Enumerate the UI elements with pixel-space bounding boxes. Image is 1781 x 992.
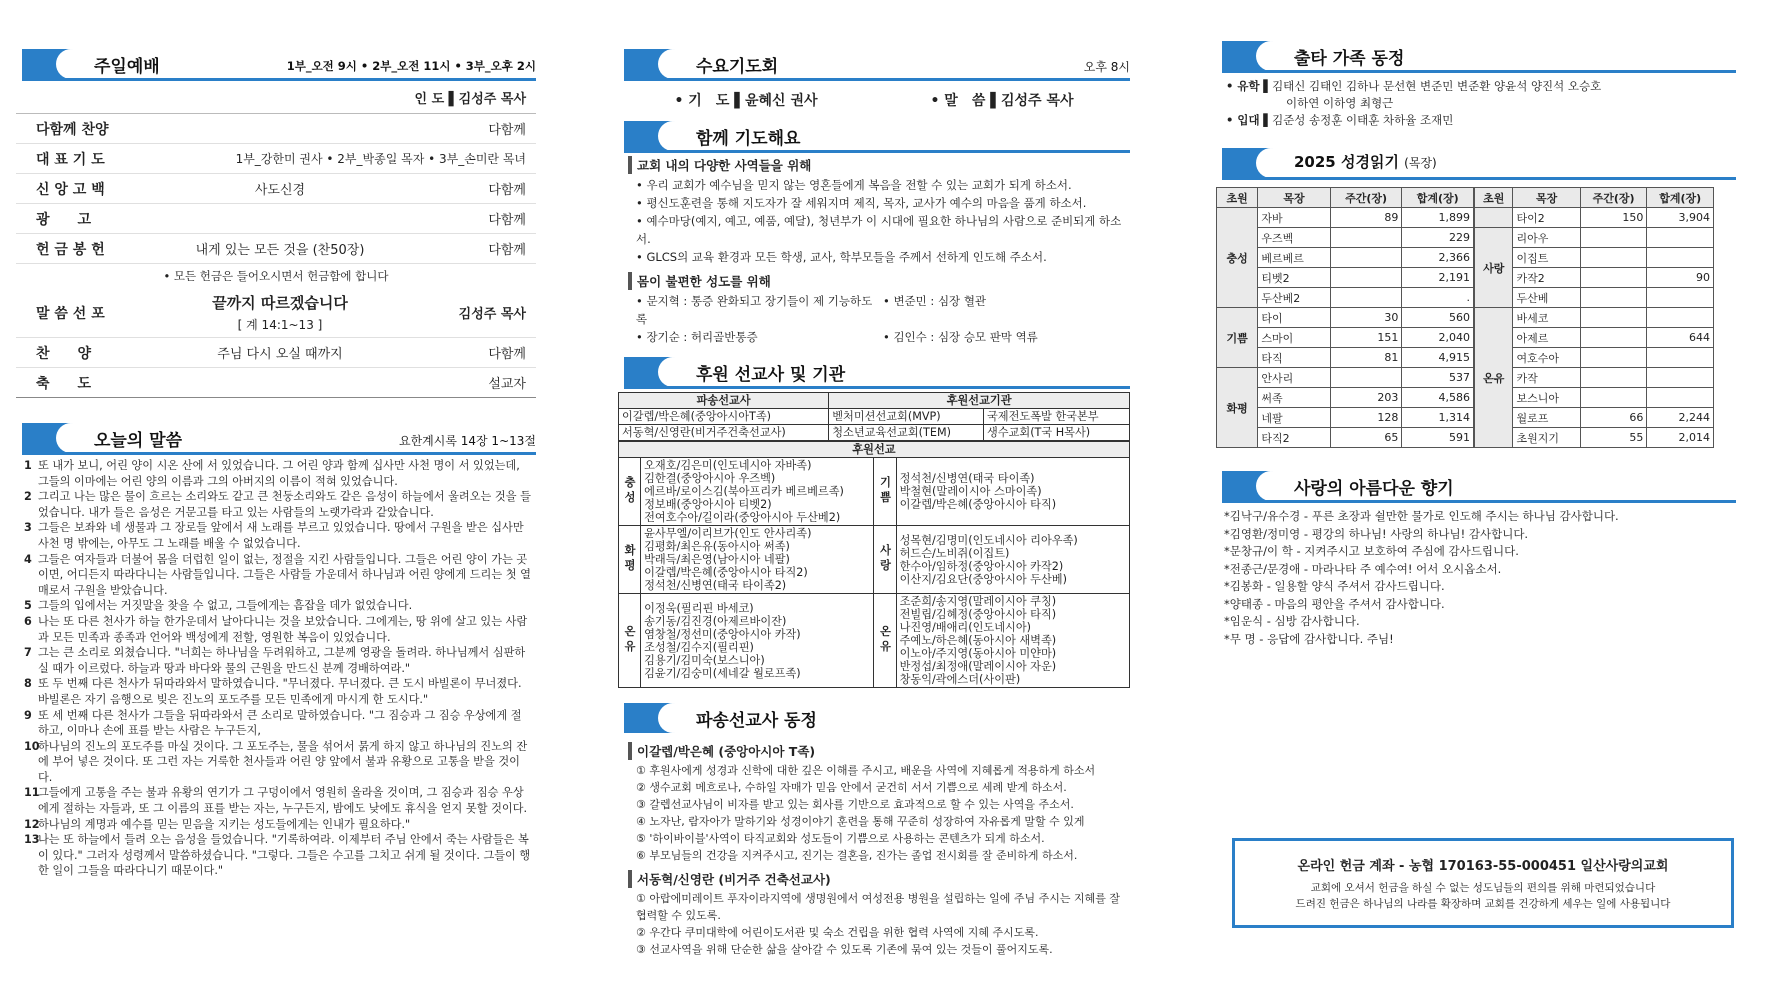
missionary: 김윤기/김숭미(세네갈 월로프족) <box>644 666 801 680</box>
verse: 2 그리고 나는 많은 물이 흐르는 소리와도 같고 큰 천둥소리와도 같은 음성이 하늘에서 울려오는 것을 들었습니다. 내가 들은 음성은 거문고를 타고 있는 사람들의 노랫가락과 같았습니다. <box>24 490 531 519</box>
mission-header: 후원 선교사 및 기관 <box>618 352 1130 386</box>
pray-h1: 교회 내의 다양한 사역들을 위해 <box>628 156 1130 174</box>
order-row: 다함께 찬양 다함께 <box>16 114 536 144</box>
missionary: 조성철/김수지(필리핀) <box>644 640 754 654</box>
wed-word: • 말 씀 ▌김성주 목사 <box>930 93 1074 109</box>
word-header: 오늘의 말씀 요한계시록 14장 1~13절 <box>16 418 536 452</box>
table-row: 온유 바세코 <box>1475 308 1714 328</box>
news-p2: 서동혁/신영란 (비거주 건축선교사) <box>628 870 1130 888</box>
news-item: ① 후원사에게 성경과 신학에 대한 깊은 이해를 주시고, 배운을 사역에 지혜롭게 적용하게 하소서 <box>636 764 1096 777</box>
verse: 10 하나님의 진노의 포도주를 마실 것이다. 그 포도주는, 물을 섞어서 묽게 하지 않고 하나님의 진노의 잔에 부어 넣은 것이다. 또 그런 자는 거룩한 천사들과 어린 양 앞에서 불과 유황으로 고통을 받을 것이다. <box>24 739 528 784</box>
missionary: 박래득/최은영(남아시아 네팔) <box>644 553 790 566</box>
verse: 3 그들은 보좌와 네 생물과 그 장로들 앞에서 새 노래를 부르고 있었습니다. 땅에서 구원을 받은 십사만 사천 명 밖에는, 아무도 그 노래를 배울 수 없었습니다. <box>24 521 524 550</box>
order-row: 대 표 기 도 1부_강한미 권사 • 2부_박종일 목자 • 3부_손미란 목녀 <box>16 144 536 174</box>
table-row: 보스니아 <box>1475 388 1714 408</box>
table-row: 사랑 리아우 <box>1475 228 1714 248</box>
news-item: ③ 갈렙선교사님이 비자를 받고 있는 회사를 기반으로 효과적으로 할 수 있는 사역을 주소서. <box>636 798 1074 811</box>
service-times: 1부_오전 9시 • 2부_오전 11시 • 3부_오후 2시 <box>286 59 536 73</box>
support-table: 후원선교 충성 오재호/김은미(인도네시아 자바족) 김한결(중앙아시아 우즈벡) 에르바/로이스김(북아프리카 베르베르족) 정보배(중앙아시아 티벳2) 전여호수아/길이라(중앙아시아 두산베2) 기쁨 정석천/신병연(태국 타이족) 박철현(말레이시아 스마이족) 이갈렙/박은혜(중앙아시아 타직) 화평 윤사무엘/이리브가(인도 안사리족) 김평화/최은유(동아시아 써족) 박래득/최은영(남아시아 네팔) 이갈렙/박은혜(중앙아시아 타직2) 정석천/신병연(태국 타이족2) 사랑 성목현/김명미(인도네시아 리아우족) 허드슨/노비쥐(이집트) 한수아/임하정(중앙아시아 카작2) 이산지/김요단(중앙아시아 두산베) 온유 이정욱(필리핀 바세코) 송기동/김진경(아제르바이잔) 염창철/정선미(중앙아시아 카작) 조성철/김수지(필리핀) 김용기/김미숙(보스니아) 김윤기/김숭미(세네갈 월로프족) 온유 조준희/송지영(말레이시아 쿠칭) 전빌립/김혜정(중앙아시아 타직) 나진영/배애리(인도네시아) 주예노/하은혜(동아시아 새벽족) 이노아/주지영(동아시아 미얀마) 반정섭/최정애(말레이시아 자운) 창동익/곽에스더(사이판) <box>618 441 1130 688</box>
news-header: 파송선교사 동정 <box>618 698 1130 732</box>
verse: 5 그들의 입에서는 거짓말을 찾을 수 없고, 그들에게는 흠잡을 데가 없었습니다. <box>24 599 413 613</box>
table-row: 두산베 <box>1475 288 1714 308</box>
table-row: 카작 <box>1475 368 1714 388</box>
missionary: 한수아/임하정(중앙아시아 카작2) <box>899 559 1064 573</box>
wed-header: 수요기도회 오후 8시 <box>618 44 1130 78</box>
verse: 7 그는 큰 소리로 외쳤습니다. "너희는 하나님을 두려워하고, 그분께 영광을 돌려라. 하나님께서 심판하실 때가 이르렀다. 하늘과 땅과 바다와 물의 근원을 만드신 분께 경배하여라." <box>24 646 526 675</box>
table-row: 우즈벡 229 <box>1217 228 1474 248</box>
table-row: 타이2 150 3,904 <box>1475 208 1714 228</box>
missionary: 이갈렙/박은혜(중앙아시아 타직) <box>899 498 1057 511</box>
prayer-item: • 장기순 : 허리골반통증 <box>636 330 758 344</box>
scent-list <box>1216 500 1736 648</box>
thanks-item: *양태종 - 마음의 평안을 주셔서 감사합니다. <box>1224 596 1445 611</box>
table-row: 써족 203 4,586 <box>1217 388 1474 408</box>
table-header: 초원 목장 주간(장) 합계(장) <box>1217 188 1474 208</box>
offering-note: • 모든 헌금은 들어오시면서 헌금함에 합니다 <box>163 269 389 283</box>
verse: 13 나는 또 하늘에서 들려 오는 음성을 들었습니다. "기록하여라. 이제부터 주님 안에서 죽는 사람들은 복이 있다." 그러자 성령께서 말씀하셨습니다. "그렇다. 그들은 수고를 그치고 쉬게 될 것이다. 그들이 행한 일이 그들을 따라다니기 때문이다." <box>24 833 531 878</box>
order-row: 광 고 다함께 <box>16 204 536 234</box>
missionary: 송기동/김진경(아제르바이잔) <box>644 614 787 628</box>
bible-table-right <box>1474 187 1714 448</box>
missionary: 창동익/곽에스더(사이판) <box>899 673 1021 686</box>
missionary: 반정섭/최정애(말레이시아 자운) <box>899 660 1057 673</box>
missionary: 이갈렙/박은혜(중앙아시아 타직2) <box>644 566 808 579</box>
missionary: 김한결(중앙아시아 우즈벡) <box>644 472 776 485</box>
verse: 11 그들에게 고통을 주는 불과 유황의 연기가 그 구덩이에서 영원히 올라올 것이며, 그 짐승과 짐승 우상에게 절하는 자들과, 또 그 이름의 표를 받는 자는, 누구든지, 밤에도 낮에도 휴식을 얻지 못할 것이다. <box>24 786 528 816</box>
pray-h2: 몸이 불편한 성도를 위해 <box>628 272 1130 290</box>
table-row: 아제르 644 <box>1475 328 1714 348</box>
news-item: ② 생수교회 메흐로나, 수하일 자매가 믿음 안에서 굳건히 서서 기쁨으로 세례 받게 하소서. <box>636 781 1067 794</box>
thanks-item: *김봉화 - 일용할 양식 주셔서 감사드립니다. <box>1224 579 1445 593</box>
verse: 1 또 내가 보니, 어린 양이 시온 산에 서 있었습니다. 그 어린 양과 함께 십사만 사천 명이 서 있었는데, 그들의 이마에는 어린 양의 이름과 그의 아버지의 이름이 적혀 있었습니다. <box>24 459 520 488</box>
table-header: 초원 목장 주간(장) 합계(장) <box>1475 188 1714 208</box>
missionary: 정석천/신병연(태국 타이족2) <box>644 579 787 592</box>
support-row: 충성 오재호/김은미(인도네시아 자바족) 김한결(중앙아시아 우즈벡) 에르바/로이스김(북아프리카 베르베르족) 정보배(중앙아시아 티벳2) 전여호수아/길이라(중앙아시아 두산베2) 기쁨 정석천/신병연(태국 타이족) 박철현(말레이시아 스마이족) 이갈렙/박은혜(중앙아시아 타직) <box>619 458 1130 526</box>
missionary: 정석천/신병연(태국 타이족) <box>899 472 1035 485</box>
missionary: 나진영/배애리(인도네시아) <box>899 621 1031 634</box>
table-row: 네팔 128 1,314 <box>1217 408 1474 428</box>
table-row: 타직2 65 591 <box>1217 428 1474 448</box>
pray-list-2 <box>618 292 1130 346</box>
family-list: • 유학 ▌김태신 김태인 김하나 문선현 변준민 변준환 양윤석 양진석 오승호 이하연 이하영 최형근 • 입대 ▌김준성 송정훈 이태훈 차하율 조재민 <box>1226 79 1602 127</box>
order-row: 신 앙 고 백 사도신경 다함께 <box>16 174 536 204</box>
thanks-item: *임운식 - 심방 감사합니다. <box>1224 614 1360 628</box>
table-row: 카작2 90 <box>1475 268 1714 288</box>
news-item: ⑥ 부모님들의 건강을 지켜주시고, 진기는 결혼을, 진가는 졸업 전시회를 잘 준비하게 하소서. <box>636 849 1078 862</box>
account-title: 온라인 헌금 계좌 - 농협 170163-55-000451 일산사랑의교회 <box>1297 859 1669 874</box>
missionary: 오재호/김은미(인도네시아 자바족) <box>644 459 812 472</box>
order-row: 축 도 설교자 <box>16 368 536 398</box>
table-row: 여호수아 <box>1475 348 1714 368</box>
thanks-item: *김낙구/유수경 - 푸른 초장과 쉴만한 물가로 인도해 주시는 하나님 감사합니다. <box>1224 509 1619 523</box>
table-row: 기쁨 타이 30 560 <box>1217 308 1474 328</box>
table-row: 티벳2 2,191 <box>1217 268 1474 288</box>
sunday-header <box>16 44 536 78</box>
verse: 4 그들은 여자들과 더불어 몸을 더럽힌 일이 없는, 정절을 지킨 사람들입니다. 그들은 어린 양이 가는 곳이면, 어디든지 따라다니는 사람들입니다. 그들은 사람들 가운데서 하나님과 어린 양에게 드리는 첫 열매로서 구원을 받았습니다. <box>24 552 531 597</box>
table-row: 초원지기 55 2,014 <box>1475 428 1714 448</box>
thanks-item: *무 명 - 응답에 감사합니다. 주님! <box>1224 631 1394 646</box>
support-row: 화평 윤사무엘/이리브가(인도 안사리족) 김평화/최은유(동아시아 써족) 박래득/최은영(남아시아 네팔) 이갈렙/박은혜(중앙아시아 타직2) 정석천/신병연(태국 타이족2) 사랑 성목현/김명미(인도네시아 리아우족) 허드슨/노비쥐(이집트) 한수아/임하정(중앙아시아 카작2) 이산지/김요단(중앙아시아 두산베) <box>619 526 1130 594</box>
missionary: 김용기/김미숙(보스니아) <box>644 653 765 667</box>
leader: 인 도 ▌김성주 목사 <box>16 78 536 114</box>
missionary: 정보배(중앙아시아 티벳2) <box>644 498 772 511</box>
news-list-2 <box>618 890 1130 958</box>
missionary: 조준희/송지영(말레이시아 쿠칭) <box>899 595 1057 608</box>
news-item: ① 아랍에미레이트 푸자이라지역에 생명원에서 여성전용 병원을 설립하는 일에 주님 주시는 지혜를 잘 협력할 수 있도록. <box>636 892 1120 922</box>
prayer-item: • 문지혁 : 통증 완화되고 장기들이 제 기능하도록 <box>636 294 873 326</box>
missionary: 김평화/최은유(동아시아 써족) <box>644 540 790 553</box>
support-row: 온유 이정욱(필리핀 바세코) 송기동/김진경(아제르바이잔) 염창철/정선미(중앙아시아 카작) 조성철/김수지(필리핀) 김용기/김미숙(보스니아) 김윤기/김숭미(세네갈 월로프족) 온유 조준희/송지영(말레이시아 쿠칭) 전빌립/김혜정(중앙아시아 타직) 나진영/배애리(인도네시아) 주예노/하은혜(동아시아 새벽족) 이노아/주지영(동아시아 미얀마) 반정섭/최정애(말레이시아 자운) 창동익/곽에스더(사이판) <box>619 594 1130 688</box>
missionary: 이노아/주지영(동아시아 미얀마) <box>899 647 1057 660</box>
pray-header: 함께 기도해요 <box>618 116 1130 150</box>
prayer-item: • 우리 교회가 예수님을 믿지 않는 영혼들에게 복음을 전할 수 있는 교회가 되게 하소서. <box>636 178 1072 192</box>
word-ref: 요한계시록 14장 1~13절 <box>398 434 536 448</box>
family-header: 출타 가족 동정 <box>1216 36 1736 70</box>
table-row: 화평 안사리 537 <box>1217 368 1474 388</box>
sunday-column <box>16 0 536 992</box>
table-row: 이집트 <box>1475 248 1714 268</box>
news-item: ③ 선교사역을 위해 단순한 삶을 살아갈 수 있도록 기존에 묶여 있는 것들이 풀어지도록. <box>636 943 1053 956</box>
wed-roles <box>618 78 1130 116</box>
bible-table-left <box>1216 187 1474 448</box>
sermon-row: 말 씀 선 포 끝까지 따르겠습니다 [ 계 14:1~13 ] 김성주 목사 <box>16 288 536 338</box>
account-box: 온라인 헌금 계좌 - 농협 170163-55-000451 일산사랑의교회 교회에 오셔서 헌금을 하실 수 없는 성도님들의 편의를 위해 마련되었습니다 드려진 헌금은 하나님의 나라를 확장하며 교회를 건강하게 세우는 일에 사용됩니다 <box>1232 838 1734 928</box>
order-row: 헌 금 봉 헌 내게 있는 모든 것을 (찬50장) 다함께 <box>16 234 536 264</box>
thanks-item: *김영환/정미영 - 평강의 하나님! 사랑의 하나님! 감사합니다. <box>1224 526 1529 541</box>
missionary: 전여호수아/길이라(중앙아시아 두산베2) <box>644 511 841 524</box>
wednesday-column <box>618 0 1130 992</box>
table-row: 타직 81 4,915 <box>1217 348 1474 368</box>
missionary: 에르바/로이스김(북아프리카 베르베르족) <box>644 485 844 498</box>
verse: 9 또 세 번째 다른 천사가 그들을 뒤따라와서 큰 소리로 말하였습니다. "그 짐승과 그 짐승 우상에게 절하고, 이마나 손에 표를 받는 사람은 누구든지, <box>24 708 522 738</box>
table-row: 월로프 66 2,244 <box>1475 408 1714 428</box>
table-row: 충성 자바 89 1,899 <box>1217 208 1474 228</box>
verse: 8 또 두 번째 다른 천사가 뒤따라와서 말하였습니다. "무너졌다. 무너졌다. 큰 도시 바빌론이 무너졌다. 바빌론은 자기 음행으로 빚은 진노의 포도주를 모든 민족에게 마시게 한 도시다." <box>24 677 522 706</box>
thanks-item: *문창규/이 학 - 지켜주시고 보호하여 주심에 감사드립니다. <box>1224 544 1519 558</box>
sermon-ref: [ 계 14:1~13 ] <box>237 318 323 332</box>
bible-header: 2025 성경읽기 (목장) <box>1216 143 1736 177</box>
news-list-1 <box>618 762 1130 864</box>
prayer-item: • 김인수 : 심장 승모 판막 역류 <box>883 330 1038 344</box>
mission-table: 파송선교사 후원선교기관 이갈렙/박은혜(중앙아시아T족) 벧처미션선교회(MVP) 국제전도폭발 한국본부 서동혁/신영란(비거주건축선교사) 청소년교육선교회(TEM) 생수교회(T국 H목사) <box>618 392 1130 441</box>
news-item: ② 우간다 쿠미대학에 어린이도서관 및 숙소 건립을 위한 협력 사역에 지혜 주시도록. <box>636 926 1039 939</box>
missionary: 염창철/정선미(중앙아시아 카작) <box>644 627 801 641</box>
prayer-item: • 변준민 : 심장 혈관 <box>883 294 987 308</box>
thanks-item: *전종근/문경애 - 마라나타 주 예수여! 어서 오시옵소서. <box>1224 561 1502 576</box>
verse: 12 하나님의 계명과 예수를 믿는 믿음을 지키는 성도들에게는 인내가 필요하다." <box>24 817 411 831</box>
order-row: 찬 양 주님 다시 오실 때까지 다함께 <box>16 338 536 368</box>
pray-list-1 <box>618 176 1130 266</box>
table-row: 스마이 151 2,040 <box>1217 328 1474 348</box>
sermon-title: 끝까지 따르겠습니다 <box>212 294 348 312</box>
missionary: 허드슨/노비쥐(이집트) <box>899 546 1010 560</box>
table-row: 두산베2 . <box>1217 288 1474 308</box>
missionary: 이산지/김요단(중앙아시아 두산베) <box>899 572 1067 586</box>
missionary: 성목현/김명미(인도네시아 리아우족) <box>899 533 1078 547</box>
missionary: 이정욱(필리핀 바세코) <box>644 601 754 615</box>
missionary: 박철현(말레이시아 스마이족) <box>899 485 1042 498</box>
table-row: 베르베르 2,366 <box>1217 248 1474 268</box>
verses <box>16 452 536 879</box>
prayer-item: • 평신도훈련을 통해 지도자가 잘 세워지며 제직, 목자, 교사가 예수의 마음을 품게 하소서. <box>636 196 1087 210</box>
missionary: 윤사무엘/이리브가(인도 안사리족) <box>644 527 812 540</box>
news-item: ⑤ '하이바이블'사역이 타직교회와 성도들이 기쁨으로 사용하는 콘텐츠가 되게 하소서. <box>636 832 1045 845</box>
bible-tables <box>1216 187 1736 448</box>
wed-prayer: • 기 도 ▌윤혜신 권사 <box>674 93 818 109</box>
verse: 6 나는 또 다른 천사가 하늘 한가운데서 날아다니는 것을 보았습니다. 그에게는, 땅 위에 살고 있는 사람과 모든 민족과 종족과 언어와 백성에게 전할, 영원한 복음이 있었습니다. <box>24 614 528 644</box>
prayer-item: • 예수마당(예지, 예고, 예품, 예달), 청년부가 이 시대에 필요한 하나님의 사람으로 준비되게 하소서. <box>636 214 1122 246</box>
news-item: ④ 노자난, 람자아가 말하기와 성경이야기 훈련을 통해 꾸준히 성장하여 자유롭게 말할 수 있게 <box>636 815 1085 828</box>
prayer-item: • GLCS의 교육 환경과 모든 학생, 교사, 학부모들을 주께서 선하게 인도해 주소서. <box>636 250 1047 264</box>
missionary: 주예노/하은혜(동아시아 새벽족) <box>899 634 1057 647</box>
news-p1: 이갈렙/박은혜 (중앙아시아 T족) <box>628 742 1130 760</box>
sunday-title: 주일예배 <box>94 57 160 77</box>
missionary: 전빌립/김혜정(중앙아시아 타직) <box>899 608 1057 621</box>
scent-header: 사랑의 아름다운 향기 <box>1216 466 1736 500</box>
